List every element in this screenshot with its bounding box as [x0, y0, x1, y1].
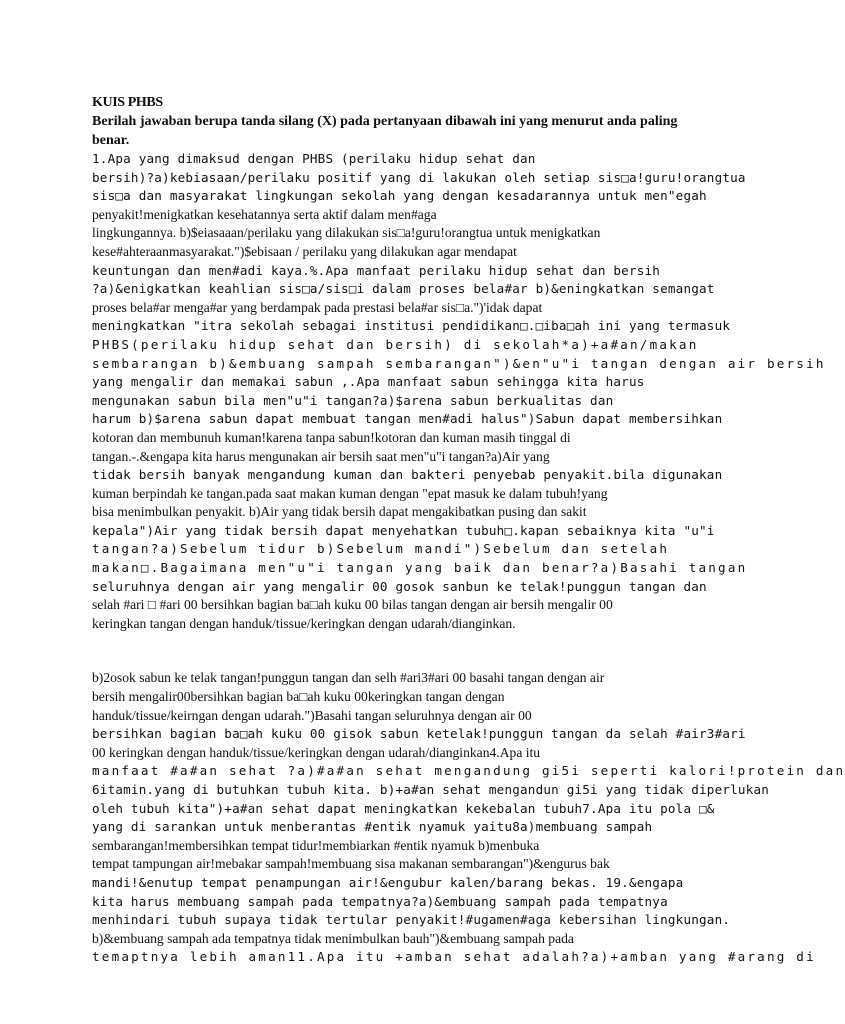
text-line: temaptnya lebih aman11.Apa itu +amban sehat adalah?a)+amban yang #arang di: [92, 949, 816, 965]
text-line: oleh tubuh kita")+a#an sehat dapat meningkatkan kekebalan tubuh7.Apa itu pola □&: [92, 800, 715, 816]
text-line: yang di sarankan untuk menberantas #entik nyamuk yaitu8a)membuang sampah: [92, 819, 653, 835]
text-line: keringkan tangan dengan handuk/tissue/keringkan dengan udarah/dianginkan.: [92, 615, 516, 631]
text-line: tangan?a)Sebelum tidur b)Sebelum mandi")Sebelum dan setelah: [92, 541, 670, 557]
paragraph-gap: [92, 633, 712, 669]
text-line: 00 keringkan dengan handuk/tissue/keringkan dengan udarah/dianginkan4.Apa itu: [92, 744, 541, 760]
text-line: mengunakan sabun bila men"u"i tangan?a)$arena sabun berkualitas dan: [92, 392, 614, 408]
text-line: makan□.Bagaimana men"u"i tangan yang baik dan benar?a)Basahi tangan: [92, 560, 748, 576]
text-line: ?a)&enigkatkan keahlian sis□a/sis□i dalam proses bela#ar b)&eningkatkan semangat: [92, 281, 715, 297]
text-line: manfaat #a#an sehat ?a)#a#an sehat mengandung gi5i seperti kalori!protein dan: [92, 763, 845, 779]
text-line: mandi!&enutup tempat penampungan air!&engubur kalen/barang bekas. 19.&engapa: [92, 874, 684, 890]
text-line: bersih mengalir00bersihkan bagian ba□ah kuku 00keringkan tangan dengan: [92, 689, 505, 705]
text-line: PHBS(perilaku hidup sehat dan bersih) di sekolah*a)+a#an/makan: [92, 336, 699, 352]
text-line: meningkatkan "itra sekolah sebagai institusi pendidikan□.□iba□ah ini yang termasuk: [92, 318, 731, 334]
text-line: handuk/tissue/keirngan dengan udarah.")Basahi tangan seluruhnya dengan air 00: [92, 707, 532, 723]
text-line: sis□a dan masyarakat lingkungan sekolah yang dengan kesadarannya untuk men"egah: [92, 188, 707, 204]
text-line: selah #ari □ #ari 00 bersihkan bagian ba□ah kuku 00 bilas tangan dengan air bersih mengalir 00: [92, 597, 613, 613]
text-line: tangan.-.&engapa kita harus mengunakan air bersih saat men"u"i tangan?a)Air yang: [92, 448, 550, 464]
text-line: bersihkan bagian ba□ah kuku 00 gisok sabun ketelak!punggun tangan da selah #air3#ari: [92, 726, 746, 742]
text-line: penyakit!menigkatkan kesehatannya serta aktif dalam men#aga: [92, 206, 437, 222]
text-line: keuntungan dan men#adi kaya.%.Apa manfaat perilaku hidup sehat dan bersih: [92, 262, 661, 278]
text-line: bisa menimbulkan penyakit. b)Air yang tidak bersih dapat mengakibatkan pusing dan sakit: [92, 504, 587, 520]
document-title: KUIS PHBS: [92, 95, 163, 110]
text-line: kepala")Air yang tidak bersih dapat menyehatkan tubuh□.kapan sebaiknya kita "u"i: [92, 522, 715, 538]
text-line: kuman berpindah ke tangan.pada saat makan kuman dengan "epat masuk ke dalam tubuh!yang: [92, 485, 608, 501]
text-line: yang mengalir dan memakai sabun ,.Apa manfaat sabun sehingga kita harus: [92, 374, 645, 390]
instruction-text: Berilah jawaban berupa tanda silang (X) pada pertanyaan dibawah ini yang menurut anda paling benar.: [92, 114, 678, 148]
quiz-block-1: [92, 150, 826, 633]
text-line: 1.Apa yang dimaksud dengan PHBS (perilaku hidup sehat dan: [92, 151, 536, 166]
text-line: b)&embuang sampah ada tempatnya tidak menimbulkan bauh")&embuang sampah pada: [92, 930, 574, 946]
text-line: harum b)$arena sabun dapat membuat tangan men#adi halus")Sabun dapat membersihkan: [92, 411, 723, 427]
quiz-block-2: [92, 669, 845, 967]
text-line: tidak bersih banyak mengandung kuman dan bakteri penyebab penyakit.bila digunakan: [92, 467, 723, 483]
text-line: 6itamin.yang di butuhkan tubuh kita. b)+a#an sehat mengandun gi5i yang tidak diperlukan: [92, 782, 770, 797]
text-line: kotoran dan membunuh kuman!karena tanpa sabun!kotoran dan kuman masih tinggal di: [92, 429, 571, 445]
document-page: [92, 94, 845, 967]
text-line: kese#ahteraanmasyarakat.")$ebisaan / perilaku yang dilakukan agar mendapat: [92, 243, 517, 259]
text-line: seluruhnya dengan air yang mengalir 00 gosok sanbun ke telak!punggun tangan dan: [92, 578, 707, 594]
text-line: menhindari tubuh supaya tidak tertular penyakit!#ugamen#aga kebersihan lingkungan.: [92, 912, 731, 928]
text-line: b)2osok sabun ke telak tangan!punggun tangan dan selh #ari3#ari 00 basahi tangan dengan air: [92, 670, 605, 686]
text-line: lingkungannya. b)$eiasaaan/perilaku yang dilakukan sis□a!guru!orangtua untuk menigkatkan: [92, 225, 601, 241]
text-line: sembarangan!membersihkan tempat tidur!membiarkan #entik nyamuk b)menbuka: [92, 837, 540, 853]
text-line: bersih)?a)kebiasaan/perilaku positif yang di lakukan oleh setiap sis□a!guru!orangtua: [92, 169, 746, 185]
text-line: kita harus membuang sampah pada tempatnya?a)&embuang sampah pada tempatnya: [92, 893, 668, 909]
text-line: tempat tampungan air!mebakar sampah!membuang sisa makanan sembarangan")&engurus bak: [92, 856, 610, 872]
text-line: proses bela#ar menga#ar yang berdampak pada prestasi bela#ar sis□a.")'idak dapat: [92, 299, 543, 315]
text-line: sembarangan b)&embuang sampah sembarangan")&en"u"i tangan dengan air bersih: [92, 355, 826, 371]
